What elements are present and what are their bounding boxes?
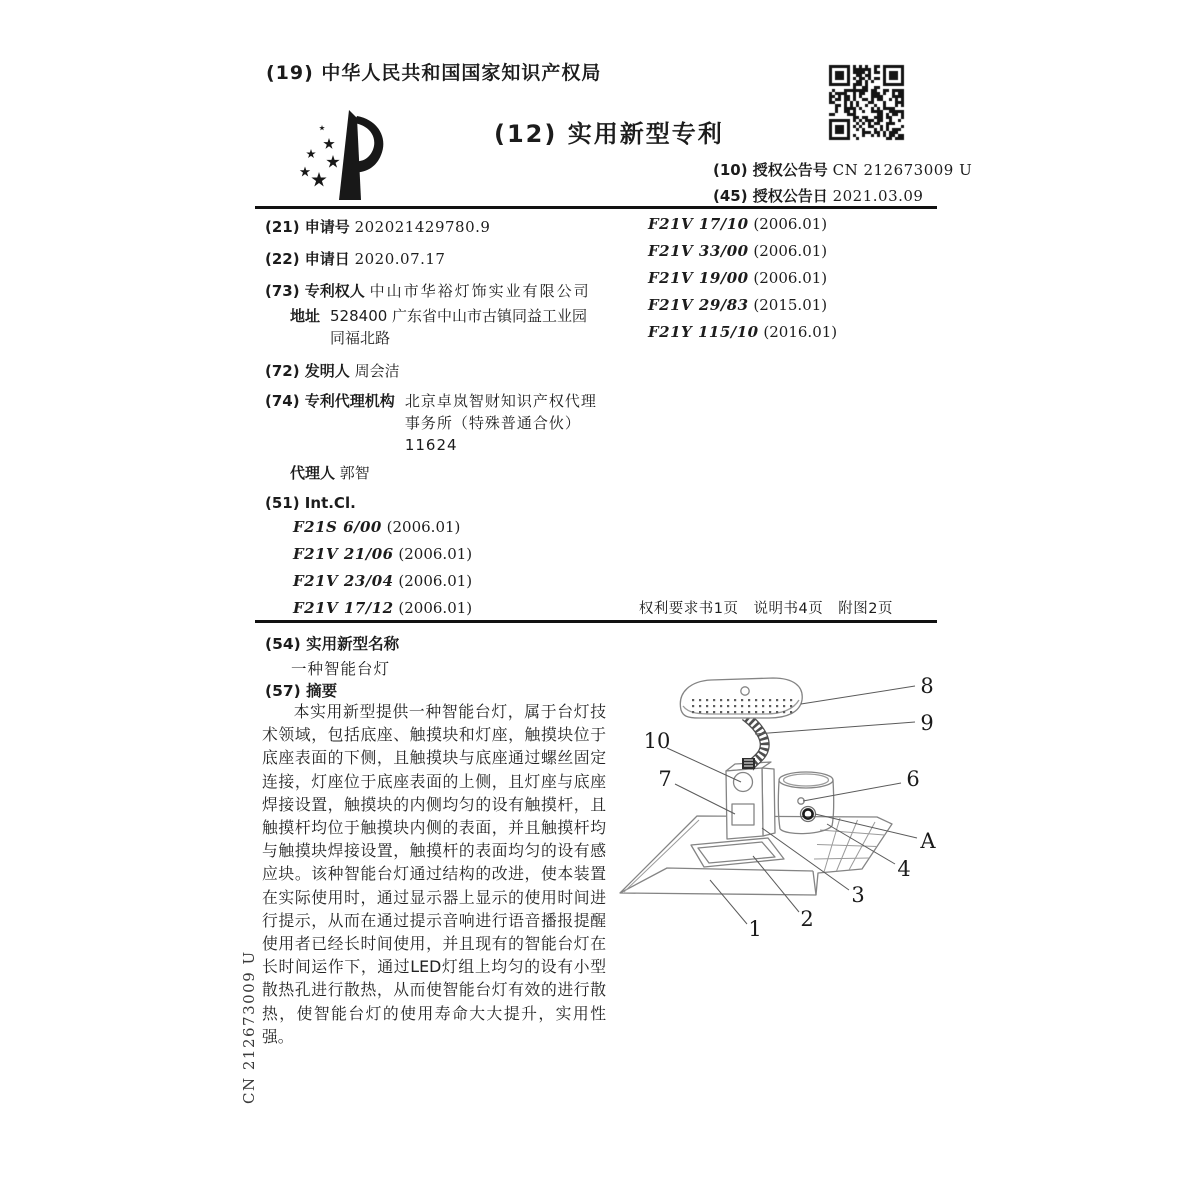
ipc-code: F21V 33/00 xyxy=(648,242,749,260)
ipc-code: F21S 6/00 xyxy=(293,518,382,536)
pub-number-value: CN 212673009 U xyxy=(832,161,973,179)
doc-type-title: (12) 实用新型专利 xyxy=(494,120,724,148)
ipc-version: (2006.01) xyxy=(398,599,473,617)
address-label: 地址 xyxy=(290,307,321,325)
ipc-version: (2006.01) xyxy=(398,572,473,590)
ipc-entry xyxy=(293,545,472,563)
figure-label-2: 2 xyxy=(800,907,814,931)
agency-label: (74) 专利代理机构 xyxy=(265,392,395,410)
qr-code xyxy=(828,64,906,142)
ipc-code: F21V 17/12 xyxy=(293,599,394,617)
ipc-entry xyxy=(648,296,837,314)
agency-row xyxy=(265,391,605,456)
ipc-version: (2006.01) xyxy=(753,269,828,287)
patentee-row xyxy=(265,281,591,303)
divider-top xyxy=(255,206,937,209)
application-date-row xyxy=(265,249,445,271)
ipc-code: F21V 29/83 xyxy=(648,296,749,314)
divider-middle xyxy=(255,620,937,623)
ipc-list-right xyxy=(648,215,837,350)
figure-label-10: 10 xyxy=(643,729,671,753)
ipc-version: (2016.01) xyxy=(763,323,838,341)
inventor-row xyxy=(265,361,400,383)
office-name: (19) 中华人民共和国国家知识产权局 xyxy=(266,62,602,84)
application-number-value: 202021429780.9 xyxy=(354,218,491,236)
ipc-entry xyxy=(648,215,837,233)
agent-row xyxy=(290,463,370,485)
ipc-code: F21Y 115/10 xyxy=(648,323,759,341)
led-vent-dots xyxy=(692,699,792,713)
address-row xyxy=(290,306,602,350)
application-number-label: (21) 申请号 xyxy=(265,218,350,236)
pages-summary: 权利要求书1页 说明书4页 附图2页 xyxy=(638,601,893,617)
patentee-label: (73) 专利权人 xyxy=(265,282,365,300)
ipc-entry xyxy=(648,242,837,260)
ipc-entry xyxy=(293,599,472,617)
agency-value: 北京卓岚智财知识产权代理事务所（特殊普通合伙） 11624 xyxy=(404,392,597,454)
figure-label-A: A xyxy=(920,829,936,853)
figure-label-6: 6 xyxy=(906,767,920,791)
ipc-code: F21V 21/06 xyxy=(293,545,394,563)
abstract-text: 本实用新型提供一种智能台灯，属于台灯技术领域，包括底座、触摸块和灯座，触摸块位于底座表面的下侧，且触摸块与底座通过螺丝固定连接，灯座位于底座表面的上侧，且灯座与底座焊接设置，触摸块的内侧均匀的设有触摸杆，且触摸杆均位于触摸块内侧的表面，并且触摸杆均与触摸块焊接设置，触摸杆的表面均匀的设有感应块。该种智能台灯通过结构的改进，使本装置在实际使用时，通过显示器上显示的使用时间进行提示，从而在通过提示音响进行语音播报提醒使用者已经长时间使用，并且现有的智能台灯在长时间运作下，通过LED灯组上均匀的设有小型散热孔进行散热，从而使智能台灯有效的进行散热，使智能台灯的使用寿命大大提升，实用性强。 xyxy=(262,702,606,1046)
patentee-value: 中山市华裕灯饰实业有限公司 xyxy=(369,282,591,300)
ipc-version: (2006.01) xyxy=(753,242,828,260)
pub-date-value: 2021.03.09 xyxy=(832,187,924,205)
cnipa-logo-icon xyxy=(291,106,387,208)
ipc-code: F21V 23/04 xyxy=(293,572,394,590)
patent-figure xyxy=(615,668,945,940)
intcl-label: (51) Int.Cl. xyxy=(265,494,356,512)
application-date-value: 2020.07.17 xyxy=(354,250,446,268)
pub-date-row xyxy=(713,185,923,206)
ipc-entry xyxy=(293,572,472,590)
ipc-code: F21V 17/10 xyxy=(648,215,749,233)
agent-value: 郭智 xyxy=(339,464,370,482)
side-publication-code: CN 212673009 U xyxy=(240,950,258,1104)
figure-label-7: 7 xyxy=(658,767,672,791)
patent-title: 一种智能台灯 xyxy=(291,660,391,678)
application-date-label: (22) 申请日 xyxy=(265,250,350,268)
agent-label: 代理人 xyxy=(290,464,336,482)
ipc-entry xyxy=(648,323,837,341)
ipc-list-left xyxy=(293,518,472,626)
abstract-section-label: (57) 摘要 xyxy=(265,682,338,700)
ipc-version: (2006.01) xyxy=(398,545,473,563)
ipc-entry xyxy=(293,518,472,536)
address-value: 528400 广东省中山市古镇同益工业园同福北路 xyxy=(330,307,588,347)
ipc-version: (2006.01) xyxy=(386,518,461,536)
figure-label-9: 9 xyxy=(920,711,934,735)
gooseneck xyxy=(742,716,765,769)
intcl-row xyxy=(265,493,356,515)
ipc-entry xyxy=(648,269,837,287)
figure-label-4: 4 xyxy=(897,857,911,881)
inventor-value: 周会洁 xyxy=(354,362,400,380)
pub-date-label: (45) 授权公告日 xyxy=(713,187,828,205)
figure-label-3: 3 xyxy=(851,883,865,907)
application-number-row xyxy=(265,217,490,239)
lamp-head xyxy=(680,678,802,718)
pub-number-row xyxy=(713,159,972,180)
figure-label-1: 1 xyxy=(748,917,762,940)
pub-number-label: (10) 授权公告号 xyxy=(713,161,828,179)
figure-label-8: 8 xyxy=(920,674,934,698)
inventor-label: (72) 发明人 xyxy=(265,362,350,380)
ipc-code: F21V 19/00 xyxy=(648,269,749,287)
ipc-version: (2006.01) xyxy=(753,215,828,233)
title-section-label: (54) 实用新型名称 xyxy=(265,635,400,653)
ipc-version: (2015.01) xyxy=(753,296,828,314)
